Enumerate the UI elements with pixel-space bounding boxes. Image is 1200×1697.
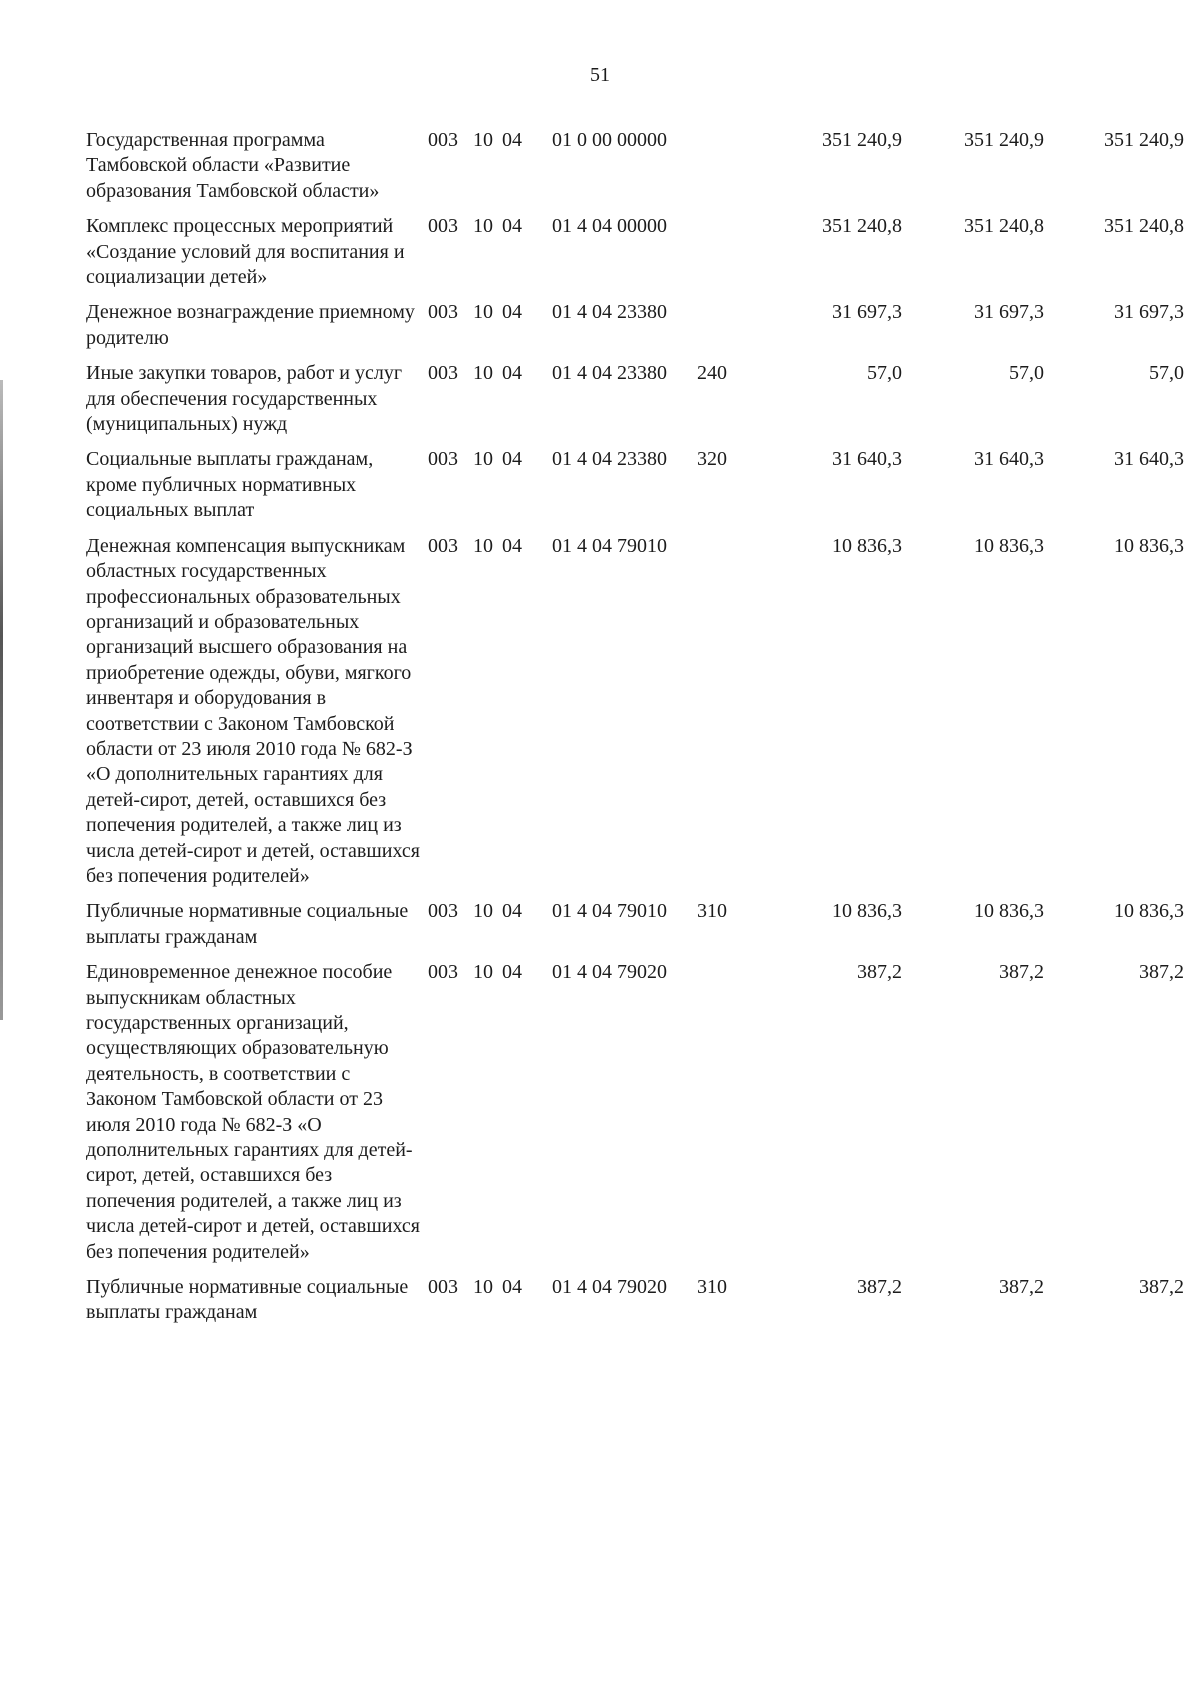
row-amount-year-3: 10 836,3 (1114, 534, 1184, 557)
row-amount-year-3: 351 240,9 (1104, 129, 1184, 151)
row-grbs-code: 003 (428, 448, 458, 471)
row-name: Публичные нормативные социальные выплаты гражданам (86, 1276, 409, 1324)
row-section-code: 10 (473, 1276, 493, 1299)
row-subsection-code: 04 (502, 215, 522, 238)
row-expense-type-code (697, 300, 757, 361)
row-name: Публичные нормативные социальные выплаты гражданам (86, 900, 409, 948)
row-subsection-code: 04 (502, 961, 522, 984)
row-amount-year-2: 10 836,3 (974, 900, 1044, 923)
row-section-code: 10 (473, 215, 493, 238)
row-target-article-code: 01 4 04 79020 (552, 1276, 667, 1299)
row-target-article-code: 01 0 00 00000 (552, 129, 667, 151)
row-subsection-code: 04 (502, 534, 522, 557)
row-amount-year-2: 387,2 (999, 1276, 1044, 1299)
table-row (86, 534, 1184, 900)
row-expense-type-code (697, 128, 757, 214)
row-amount-year-3: 57,0 (1149, 362, 1184, 385)
row-amount-year-1: 10 836,3 (832, 900, 902, 923)
row-target-article-code: 01 4 04 79010 (552, 900, 667, 923)
row-section-code: 10 (473, 448, 493, 471)
row-name: Комплекс процессных мероприятий «Создание условий для воспитания и социализации детей» (86, 215, 405, 289)
row-section-code: 10 (473, 129, 493, 151)
row-section-code: 10 (473, 900, 493, 923)
row-amount-year-1: 387,2 (857, 961, 902, 984)
row-amount-year-1: 387,2 (857, 1276, 902, 1299)
table-row (86, 300, 1184, 361)
row-target-article-code: 01 4 04 00000 (552, 215, 667, 238)
row-amount-year-3: 31 697,3 (1114, 301, 1184, 324)
row-expense-type-code (697, 960, 757, 1275)
row-amount-year-3: 387,2 (1139, 961, 1184, 984)
row-amount-year-2: 351 240,9 (964, 129, 1044, 151)
row-target-article-code: 01 4 04 23380 (552, 362, 667, 385)
row-subsection-code: 04 (502, 362, 522, 385)
row-expense-type-code: 310 (697, 1276, 727, 1299)
budget-table (86, 128, 1184, 1336)
table-row (86, 214, 1184, 300)
row-amount-year-2: 31 640,3 (974, 448, 1044, 471)
page-number: 51 (590, 64, 610, 86)
scan-edge-shadow (0, 380, 3, 1020)
row-grbs-code: 003 (428, 362, 458, 385)
row-name: Единовременное денежное пособие выпускникам областных государственных организаций, осуществляющих образовательную деятельность, в соответствии с Законом Тамбовской области от 23 июля 2010 года № 682-З «О дополнительных гарантиях для детей-сирот, детей, оставшихся без попечения родителей, а также лиц из числа детей-сирот и детей, оставшихся без попечения родителей» (86, 961, 420, 1263)
row-amount-year-1: 351 240,9 (822, 129, 902, 151)
row-subsection-code: 04 (502, 448, 522, 471)
row-name: Государственная программа Тамбовской области «Развитие образования Тамбовской области» (86, 129, 380, 202)
table-row (86, 960, 1184, 1275)
row-name: Денежное вознаграждение приемному родителю (86, 301, 415, 349)
row-amount-year-1: 31 640,3 (832, 448, 902, 471)
row-amount-year-3: 387,2 (1139, 1276, 1184, 1299)
row-grbs-code: 003 (428, 301, 458, 324)
row-amount-year-3: 351 240,8 (1104, 215, 1184, 238)
row-grbs-code: 003 (428, 961, 458, 984)
row-expense-type-code: 240 (697, 362, 727, 385)
row-amount-year-2: 10 836,3 (974, 534, 1044, 557)
row-name: Иные закупки товаров, работ и услуг для обеспечения государственных (муниципальных) нужд (86, 362, 403, 436)
row-section-code: 10 (473, 961, 493, 984)
row-amount-year-2: 31 697,3 (974, 301, 1044, 324)
row-expense-type-code (697, 214, 757, 300)
row-section-code: 10 (473, 362, 493, 385)
table-row (86, 447, 1184, 533)
row-grbs-code: 003 (428, 1276, 458, 1299)
row-target-article-code: 01 4 04 23380 (552, 301, 667, 324)
row-subsection-code: 04 (502, 900, 522, 923)
row-amount-year-2: 57,0 (1009, 362, 1044, 385)
row-amount-year-1: 351 240,8 (822, 215, 902, 238)
row-target-article-code: 01 4 04 79020 (552, 961, 667, 984)
row-amount-year-1: 31 697,3 (832, 301, 902, 324)
row-grbs-code: 003 (428, 534, 458, 557)
table-row (86, 361, 1184, 447)
table-row (86, 899, 1184, 960)
row-amount-year-1: 10 836,3 (832, 534, 902, 557)
row-grbs-code: 003 (428, 900, 458, 923)
row-grbs-code: 003 (428, 215, 458, 238)
row-target-article-code: 01 4 04 23380 (552, 448, 667, 471)
row-subsection-code: 04 (502, 1276, 522, 1299)
row-expense-type-code (697, 534, 757, 900)
table-row (86, 1275, 1184, 1336)
row-name: Денежная компенсация выпускникам областных государственных профессиональных образовательных организаций и образовательных организаций высшего образования на приобретение одежды, обуви, мягкого инвентаря и оборудования в соответствии с Законом Тамбовской области от 23 июля 2010 года № 682-З «О дополнительных гарантиях для детей-сирот, детей, оставшихся без попечения родителей, а также лиц из числа детей-сирот и детей, оставшихся без попечения родителей» (86, 534, 420, 887)
row-amount-year-2: 351 240,8 (964, 215, 1044, 238)
row-amount-year-3: 10 836,3 (1114, 900, 1184, 923)
row-expense-type-code: 320 (697, 448, 727, 471)
row-grbs-code: 003 (428, 129, 458, 151)
row-name: Социальные выплаты гражданам, кроме публичных нормативных социальных выплат (86, 448, 374, 522)
row-expense-type-code: 310 (697, 900, 727, 923)
row-subsection-code: 04 (502, 301, 522, 324)
row-amount-year-2: 387,2 (999, 961, 1044, 984)
row-section-code: 10 (473, 534, 493, 557)
row-subsection-code: 04 (502, 129, 522, 151)
table-row (86, 128, 1184, 214)
row-section-code: 10 (473, 301, 493, 324)
row-amount-year-3: 31 640,3 (1114, 448, 1184, 471)
budget-table-body (86, 128, 1184, 1336)
row-target-article-code: 01 4 04 79010 (552, 534, 667, 557)
row-amount-year-1: 57,0 (867, 362, 902, 385)
